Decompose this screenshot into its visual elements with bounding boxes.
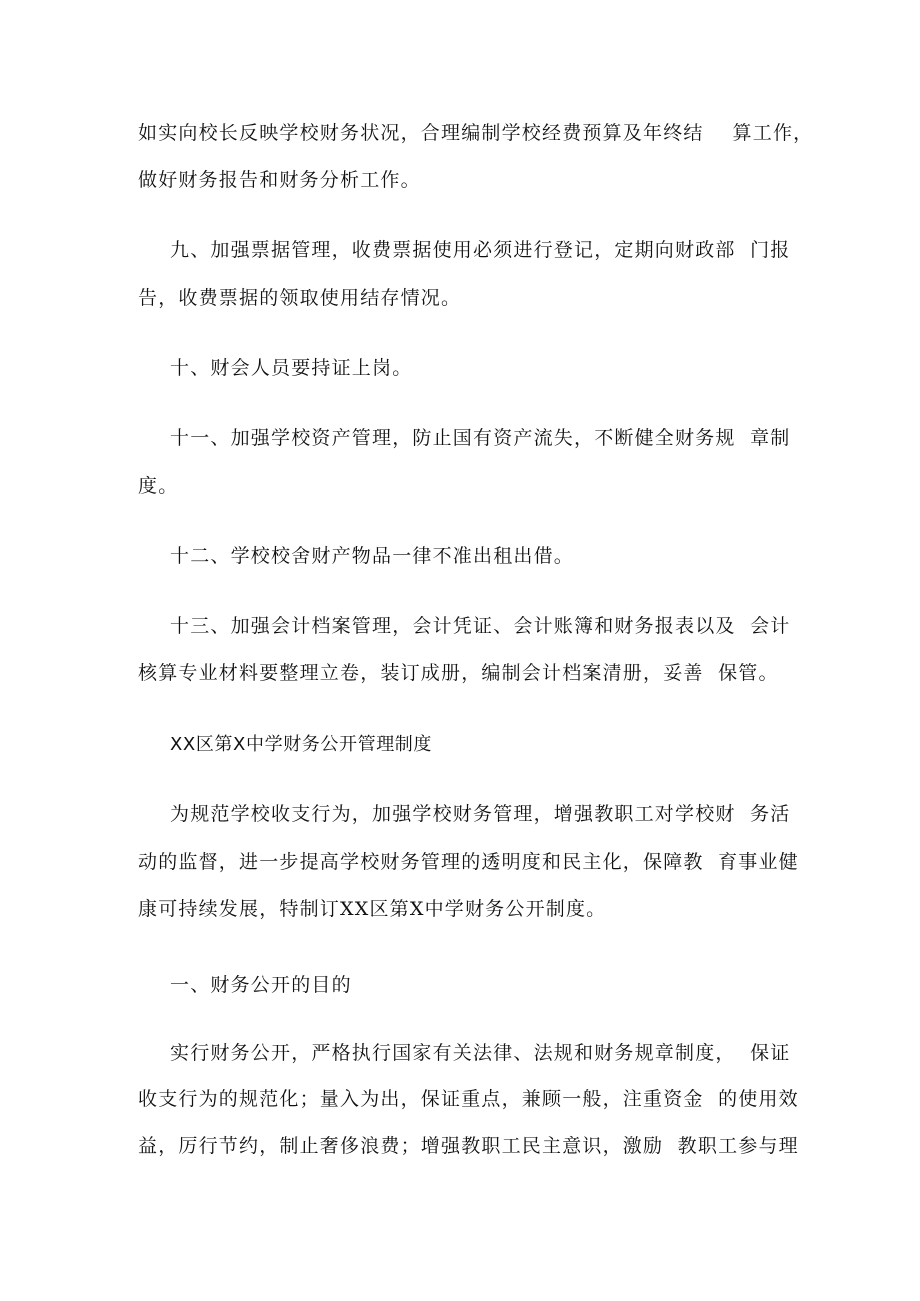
text-line-16: 实行财务公开，严格执行国家有关法律、法规和财务规章制度， 保证 <box>170 1042 791 1064</box>
text-line-5: 十、财会人员要持证上岗。 <box>170 357 413 379</box>
text-line-6: 十一、加强学校资产管理，防止国有资产流失，不断健全财务规 章制 <box>170 427 791 449</box>
text-line-14: 康可持续发展，特制订XX区第X中学财务公开制度。 <box>138 898 607 920</box>
text-line-17: 收支行为的规范化；量入为出，保证重点，兼顾一般，注重资金 的使用效 <box>138 1088 799 1110</box>
text-line-18: 益，厉行节约，制止奢侈浪费；增强教职工民主意识，激励 教职工参与理 <box>138 1135 799 1157</box>
text-line-4: 告，收费票据的领取使用结存情况。 <box>138 287 462 309</box>
text-line-10: 核算专业材料要整理立卷，装订成册，编制会计档案清册，妥善 保管。 <box>138 662 779 684</box>
text-line-2: 做好财务报告和财务分析工作。 <box>138 169 421 191</box>
section-heading: XX区第X中学财务公开管理制度 <box>170 734 432 755</box>
text-line-13: 动的监督，进一步提高学校财务管理的透明度和民主化，保障教 育事业健 <box>138 851 799 873</box>
text-line-7: 度。 <box>138 475 179 497</box>
text-line-9: 十三、加强会计档案管理，会计凭证、会计账簿和财务报表以及 会计 <box>170 615 791 637</box>
text-line-1: 如实向校长反映学校财务状况，合理编制学校经费预算及年终结 算工作， <box>138 122 814 144</box>
text-line-8: 十二、学校校舍财产物品一律不准出租出借。 <box>170 545 575 567</box>
text-line-3: 九、加强票据管理，收费票据使用必须进行登记，定期向财政部 门报 <box>170 239 791 261</box>
text-line-15: 一、财务公开的目的 <box>170 974 352 996</box>
text-line-12: 为规范学校收支行为，加强学校财务管理，增强教职工对学校财 务活 <box>170 803 791 825</box>
